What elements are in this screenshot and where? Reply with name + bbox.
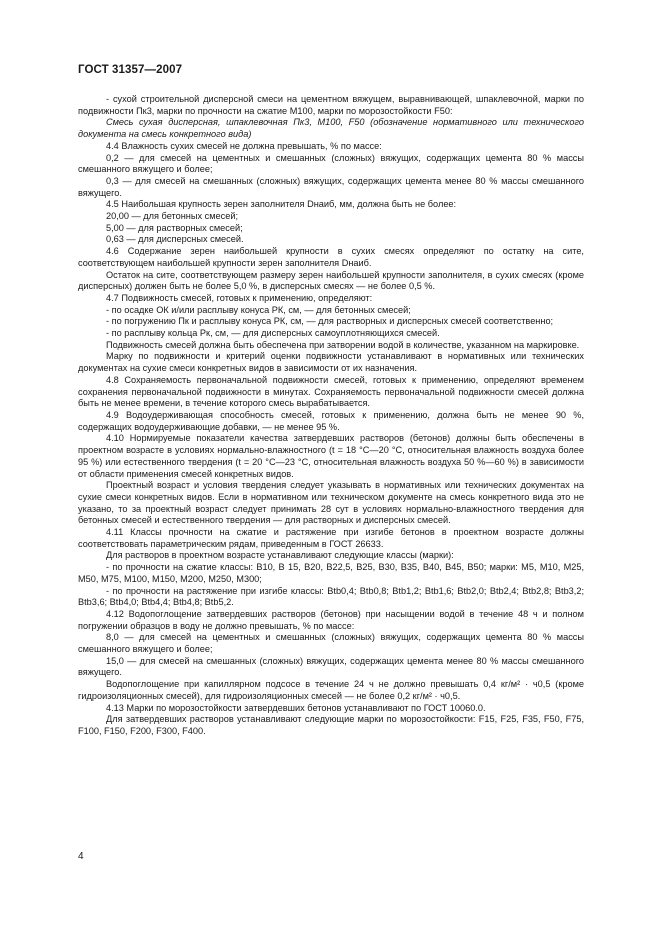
paragraph: 5,00 — для растворных смесей; [106,222,243,233]
paragraph: 15,0 — для смесей на смешанных (сложных) вяжущих, содержащих цемента менее 80 % массы смешанного вяжущего. [78,655,584,678]
paragraph: Остаток на сите, соответствующем размеру зерен наибольшей крупности заполнителя, в сухих смесях (кроме дисперсных) должен быть не более 5,0 %, в дисперсных смесях — не более 0,5 %. [78,269,584,292]
paragraph: Марку по подвижности и критерий оценки подвижности устанавливают в нормативных или технических документах на сухие смеси конкретных видов в зависимости от их назначения. [78,351,584,374]
paragraph: 4.6 Содержание зерен наибольшей крупности в сухих смесях определяют по остатку на сите, соответствующем наибольшей крупности зерен заполнителя Dнаиб. [78,246,584,268]
paragraph: 4.4 Влажность сухих смесей не должна превышать, % по массе: [106,140,382,151]
paragraph: Смесь сухая дисперсная, шпаклевочная Пк3, М100, F50 (обозначение нормативного или технического документа на смесь конкретного вида) [78,117,584,140]
page-number: 4 [78,851,84,862]
paragraph: - сухой строительной дисперсной смеси на цементном вяжущем, выравнивающей, шпаклевочной, марки по подвижности Пк3, марки по прочности на сжатие M100, марки по морозостойкости F50: [78,94,584,116]
paragraph: 4.12 Водопоглощение затвердевших растворов (бетонов) при насыщении водой в течение 48 ч и полном погружении образцов в воду не должно превышать, % по массе: [78,608,584,631]
paragraph: Водопоглощение при капиллярном подсосе в течение 24 ч не должно превышать 0,4 кг/м² · ч0,5 (кроме гидроизоляционных смесей), для гидроизоляционных смесей — не более 0,2 кг/м² · ч0,5. [78,679,584,701]
paragraph: 0,2 — для смесей на цементных и смешанных (сложных) вяжущих, содержащих цемента 80 % массы смешанного вяжущего и более; [78,152,584,175]
paragraph: - по погружению Пк и расплыву конуса РК, см, — для растворных и дисперсных смесей соответственно; [106,316,554,327]
paragraph: - по осадке ОК и/или расплыву конуса РК, см, — для бетонных смесей; [106,304,411,315]
paragraph: Подвижность смесей должна быть обеспечена при затворении водой в количестве, указанном на маркировке. [106,339,580,350]
paragraph: Проектный возраст и условия твердения следует указывать в нормативных или технических документах на сухие смеси конкретных видов. Если в нормативном или техническом документе на смесь конкретного вида это не указано, то за проектный возраст следует принимать 28 сут в условиях нормально-влажностного твердения для бетонных смесей и естественного твердения — для растворных и дисперсных смесей. [78,480,584,526]
paragraph: 0,63 — для дисперсных смесей. [106,234,244,245]
paragraph: 4.9 Водоудерживающая способность смесей, готовых к применению, должна быть не менее 90 %, содержащих водоудерживающие добавки, — не менее 95 %. [78,409,584,432]
paragraph: 4.7 Подвижность смесей, готовых к применению, определяют: [106,292,373,303]
paragraph: 0,3 — для смесей на смешанных (сложных) вяжущих, содержащих цемента менее 80 % массы смешанного вяжущего. [78,175,584,198]
document-body [78,94,584,738]
paragraph: 4.10 Нормируемые показатели качества затвердевших растворов (бетонов) должны быть обеспечены в проектном возрасте в условиях нормально-влажностного (t = 18 °С—20 °С, относительная влажность воздуха более 95 %) или естественного твердения (t = 20 °С—23 °С, относительная влажность воздуха 50 %—60 %) в зависимости от области применения смесей конкретных видов. [78,433,584,479]
paragraph: 20,00 — для бетонных смесей; [106,211,239,222]
paragraph: 4.5 Наибольшая крупность зерен заполнителя Dнаиб, мм, должна быть не более: [106,199,457,210]
paragraph: 4.8 Сохраняемость первоначальной подвижности смесей, готовых к применению, определяют временем сохранения первоначальной подвижности в минутах. Сохраняемость первоначальной подвижности смесей должна быть не менее времени, в течение которого смесь вырабатывается. [78,374,584,409]
paragraph: Для затвердевших растворов устанавливают следующие марки по морозостойкости: F15, F25, F35, F50, F75, F100, F150, F200, F300, F400. [78,714,584,736]
paragraph: 4.11 Классы прочности на сжатие и растяжение при изгибе бетонов в проектном возрасте должны соответствовать параметрическим рядам, приведенным в ГОСТ 26633. [78,527,584,549]
paragraph: - по прочности на растяжение при изгибе классы: Btb0,4; Btb0,8; Btb1,2; Btb1,6; Btb2,0; Btb2,4; Btb2,8; Btb3,2; Btb3,6; Btb4,0; Btb4,4; Btb4,8; Btb5,2. [78,585,584,608]
paragraph: - по прочности на сжатие классы: В10, В 15, В20, В22,5, В25, В30, В35, В40, В45, В50; марки: М5, М10, М25, М50, М75, М100, М150, М200, М250, М300; [78,562,584,584]
paragraph: Для растворов в проектном возрасте устанавливают следующие классы (марки): [106,550,454,561]
paragraph: 8,0 — для смесей на цементных и смешанных (сложных) вяжущих, содержащих цемента 80 % массы смешанного вяжущего и более; [78,632,584,655]
document-code: ГОСТ 31357—2007 [78,64,183,76]
paragraph: 4.13 Марки по морозостойкости затвердевших бетонов устанавливают по ГОСТ 10060.0. [106,702,486,713]
paragraph: - по расплыву кольца Рк, см, — для дисперсных самоуплотняющихся смесей. [106,328,440,339]
